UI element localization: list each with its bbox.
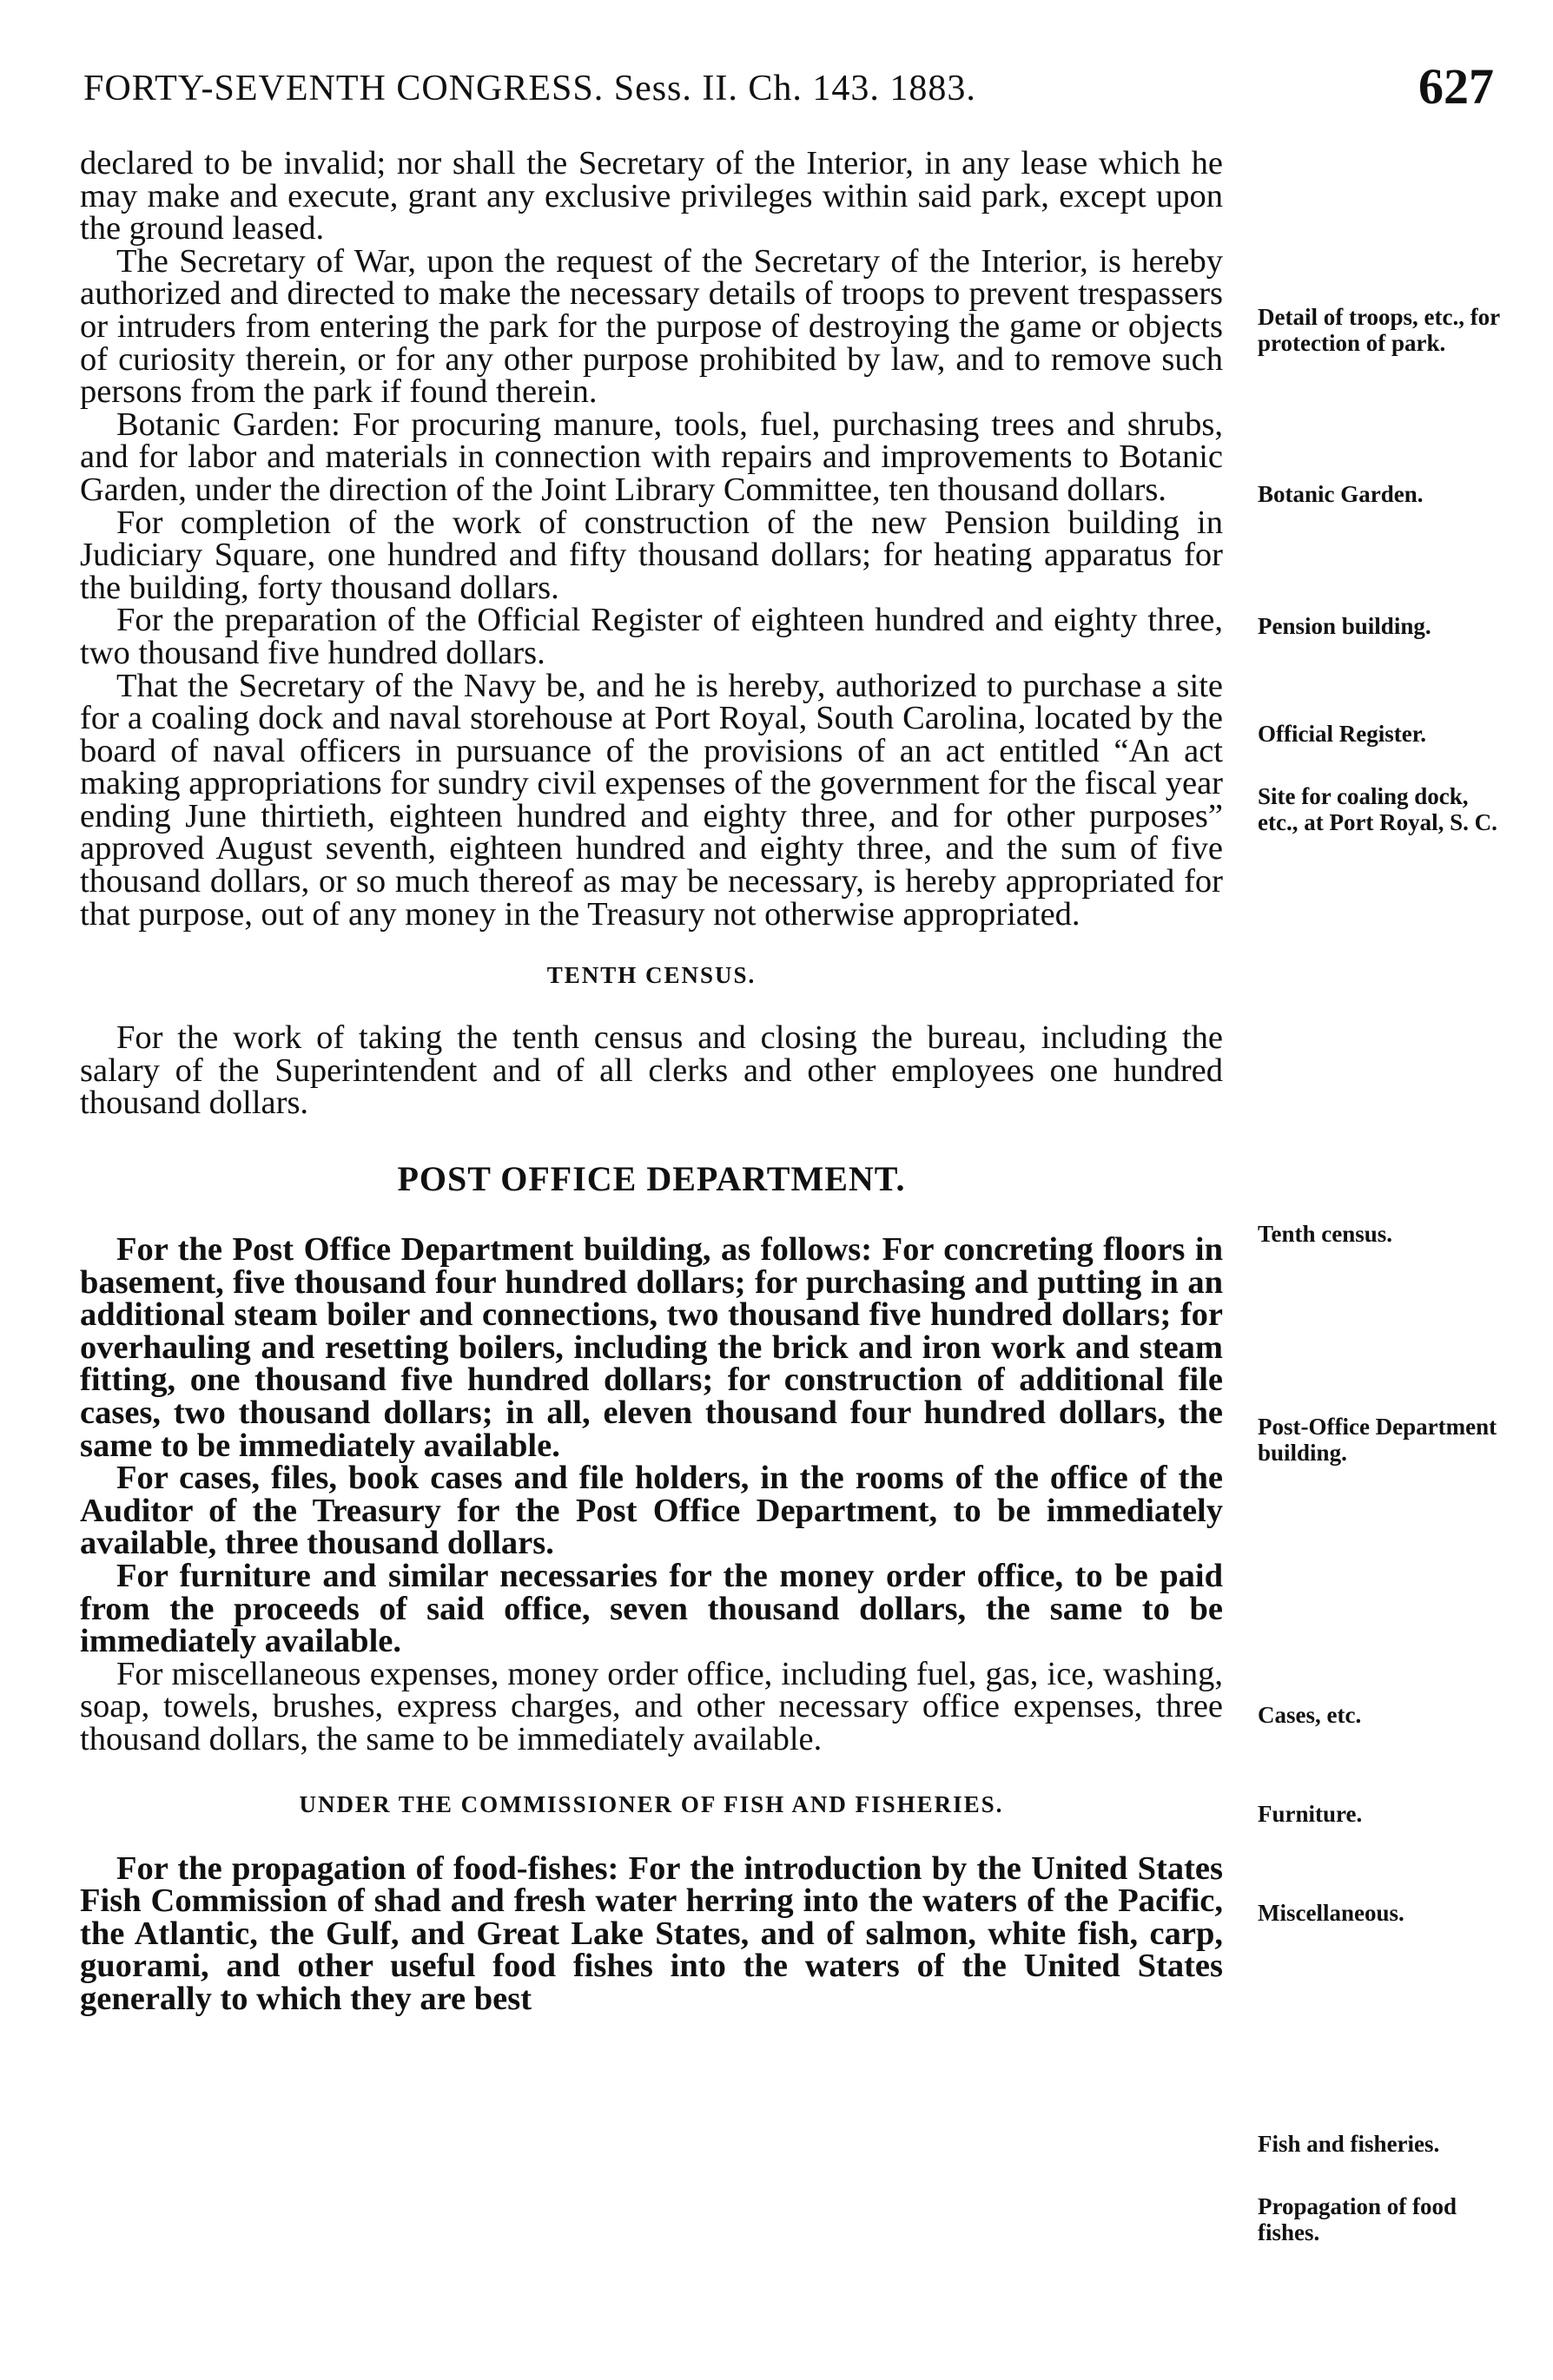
margin-note-miscellaneous: Miscellaneous.: [1258, 1900, 1404, 1926]
margin-note-propagation: Propagation of food fishes.: [1258, 2193, 1457, 2245]
margin-note-post-office-building: Post-Office Department building.: [1258, 1414, 1497, 1466]
page-number: 627: [1418, 58, 1494, 115]
margin-note-cases: Cases, etc.: [1258, 1702, 1362, 1728]
margin-note-coaling-dock: Site for coaling dock, etc., at Port Royal, S. C.: [1258, 783, 1497, 835]
paragraph-pension-building: For completion of the work of construction of the new Pension building in Judiciary Square, one hundred and fifty thousand dollars; for heating apparatus for the building, forty thousand dollars.: [80, 504, 1223, 606]
margin-note-troops: Detail of troops, etc., for protection of park.: [1258, 304, 1500, 356]
paragraph-botanic-garden: Botanic Garden: For procuring manure, tools, fuel, purchasing trees and shrubs, and for labor and materials in connection with repairs and improvements to Botanic Garden, under the direction of the Joint Library Committee, ten thousand dollars.: [80, 405, 1223, 508]
margin-note-pension-building: Pension building.: [1258, 613, 1431, 639]
section-heading-post-office: POST OFFICE DEPARTMENT.: [397, 1159, 906, 1199]
paragraph-post-office-building: For the Post Office Department building, as follows: For concreting floors in basement, five thousand four hundred dollars; for purchasing and putting in an additional steam boiler and connections, two thousand five hundred dollars; for overhauling and resetting boilers, including the brick and iron work and steam fitting, one thousand five hundred dollars; for construction of additional file cases, two thousand dollars; in all, eleven thousand four hundred dollars, the same to be immediately available.: [80, 1231, 1223, 1464]
section-heading-fish-commission: UNDER THE COMMISSIONER OF FISH AND FISHERIES.: [299, 1790, 1004, 1817]
paragraph-miscellaneous: For miscellaneous expenses, money order office, including fuel, gas, ice, washing, soap, towels, brushes, express charges, and other necessary office expenses, three thousand dollars, the same to be immediately available.: [80, 1655, 1223, 1757]
margin-note-tenth-census: Tenth census.: [1258, 1221, 1393, 1247]
paragraph-park-lease: declared to be invalid; nor shall the Secretary of the Interior, in any lease which he may make and execute, grant any exclusive privileges within said park, except upon the ground leased.: [80, 145, 1223, 247]
main-text: [80, 145, 1223, 2017]
paragraph-troops: The Secretary of War, upon the request of the Secretary of the Interior, is hereby authorized and directed to make the necessary details of troops to prevent trespassers or intruders from entering the park for the purpose of destroying the game or objects of curiosity therein, or for any other purpose prohibited by law, and to remove such persons from the park if found therein.: [80, 242, 1223, 411]
paragraph-cases: For cases, files, book cases and file holders, in the rooms of the office of the Auditor of the Treasury for the Post Office Department, to be immediately available, three thousand dollars.: [80, 1460, 1223, 1562]
margin-note-furniture: Furniture.: [1258, 1801, 1363, 1827]
paragraph-food-fishes: For the propagation of food-fishes: For the introduction by the United States Fish Commission of shad and fresh water herring into the waters of the Pacific, the Atlantic, the Gulf, and Great Lake States, and of salmon, white fish, carp, guorami, and other useful food fishes into the waters of the United States generally to which they are best: [80, 1849, 1223, 2017]
paragraph-furniture: For furniture and similar necessaries for the money order office, to be paid from the proceeds of said office, seven thousand dollars, the same to be immediately available.: [80, 1557, 1223, 1660]
section-heading-tenth-census: TENTH CENSUS.: [546, 962, 757, 989]
paragraph-tenth-census: For the work of taking the tenth census and closing the bureau, including the salary of the Superintendent and of all clerks and other employees one hundred thousand dollars.: [80, 1019, 1223, 1122]
paragraph-official-register: For the preparation of the Official Register of eighteen hundred and eighty three, two thousand five hundred dollars.: [80, 602, 1223, 671]
margin-note-fish-fisheries: Fish and fisheries.: [1258, 2131, 1440, 2157]
running-head: FORTY-SEVENTH CONGRESS. Sess. II. Ch. 143. 1883.: [83, 69, 976, 109]
margin-note-botanic-garden: Botanic Garden.: [1258, 481, 1424, 507]
paragraph-coaling-dock: That the Secretary of the Navy be, and he is hereby, authorized to purchase a site for a coaling dock and naval storehouse at Port Royal, South Carolina, located by the board of naval officers in pursuance of the provisions of an act entitled “An act making appropriations for sundry civil expenses of the government for the fiscal year ending June thirtieth, eighteen hundred and eighty three, and for other purposes” approved August seventh, eighteen hundred and eighty three, and the sum of five thousand dollars, or so much thereof as may be necessary, is hereby appropriated for that purpose, out of any money in the Treasury not otherwise appropriated.: [80, 667, 1223, 933]
page-header: [83, 52, 1494, 130]
margin-note-official-register: Official Register.: [1258, 721, 1426, 747]
